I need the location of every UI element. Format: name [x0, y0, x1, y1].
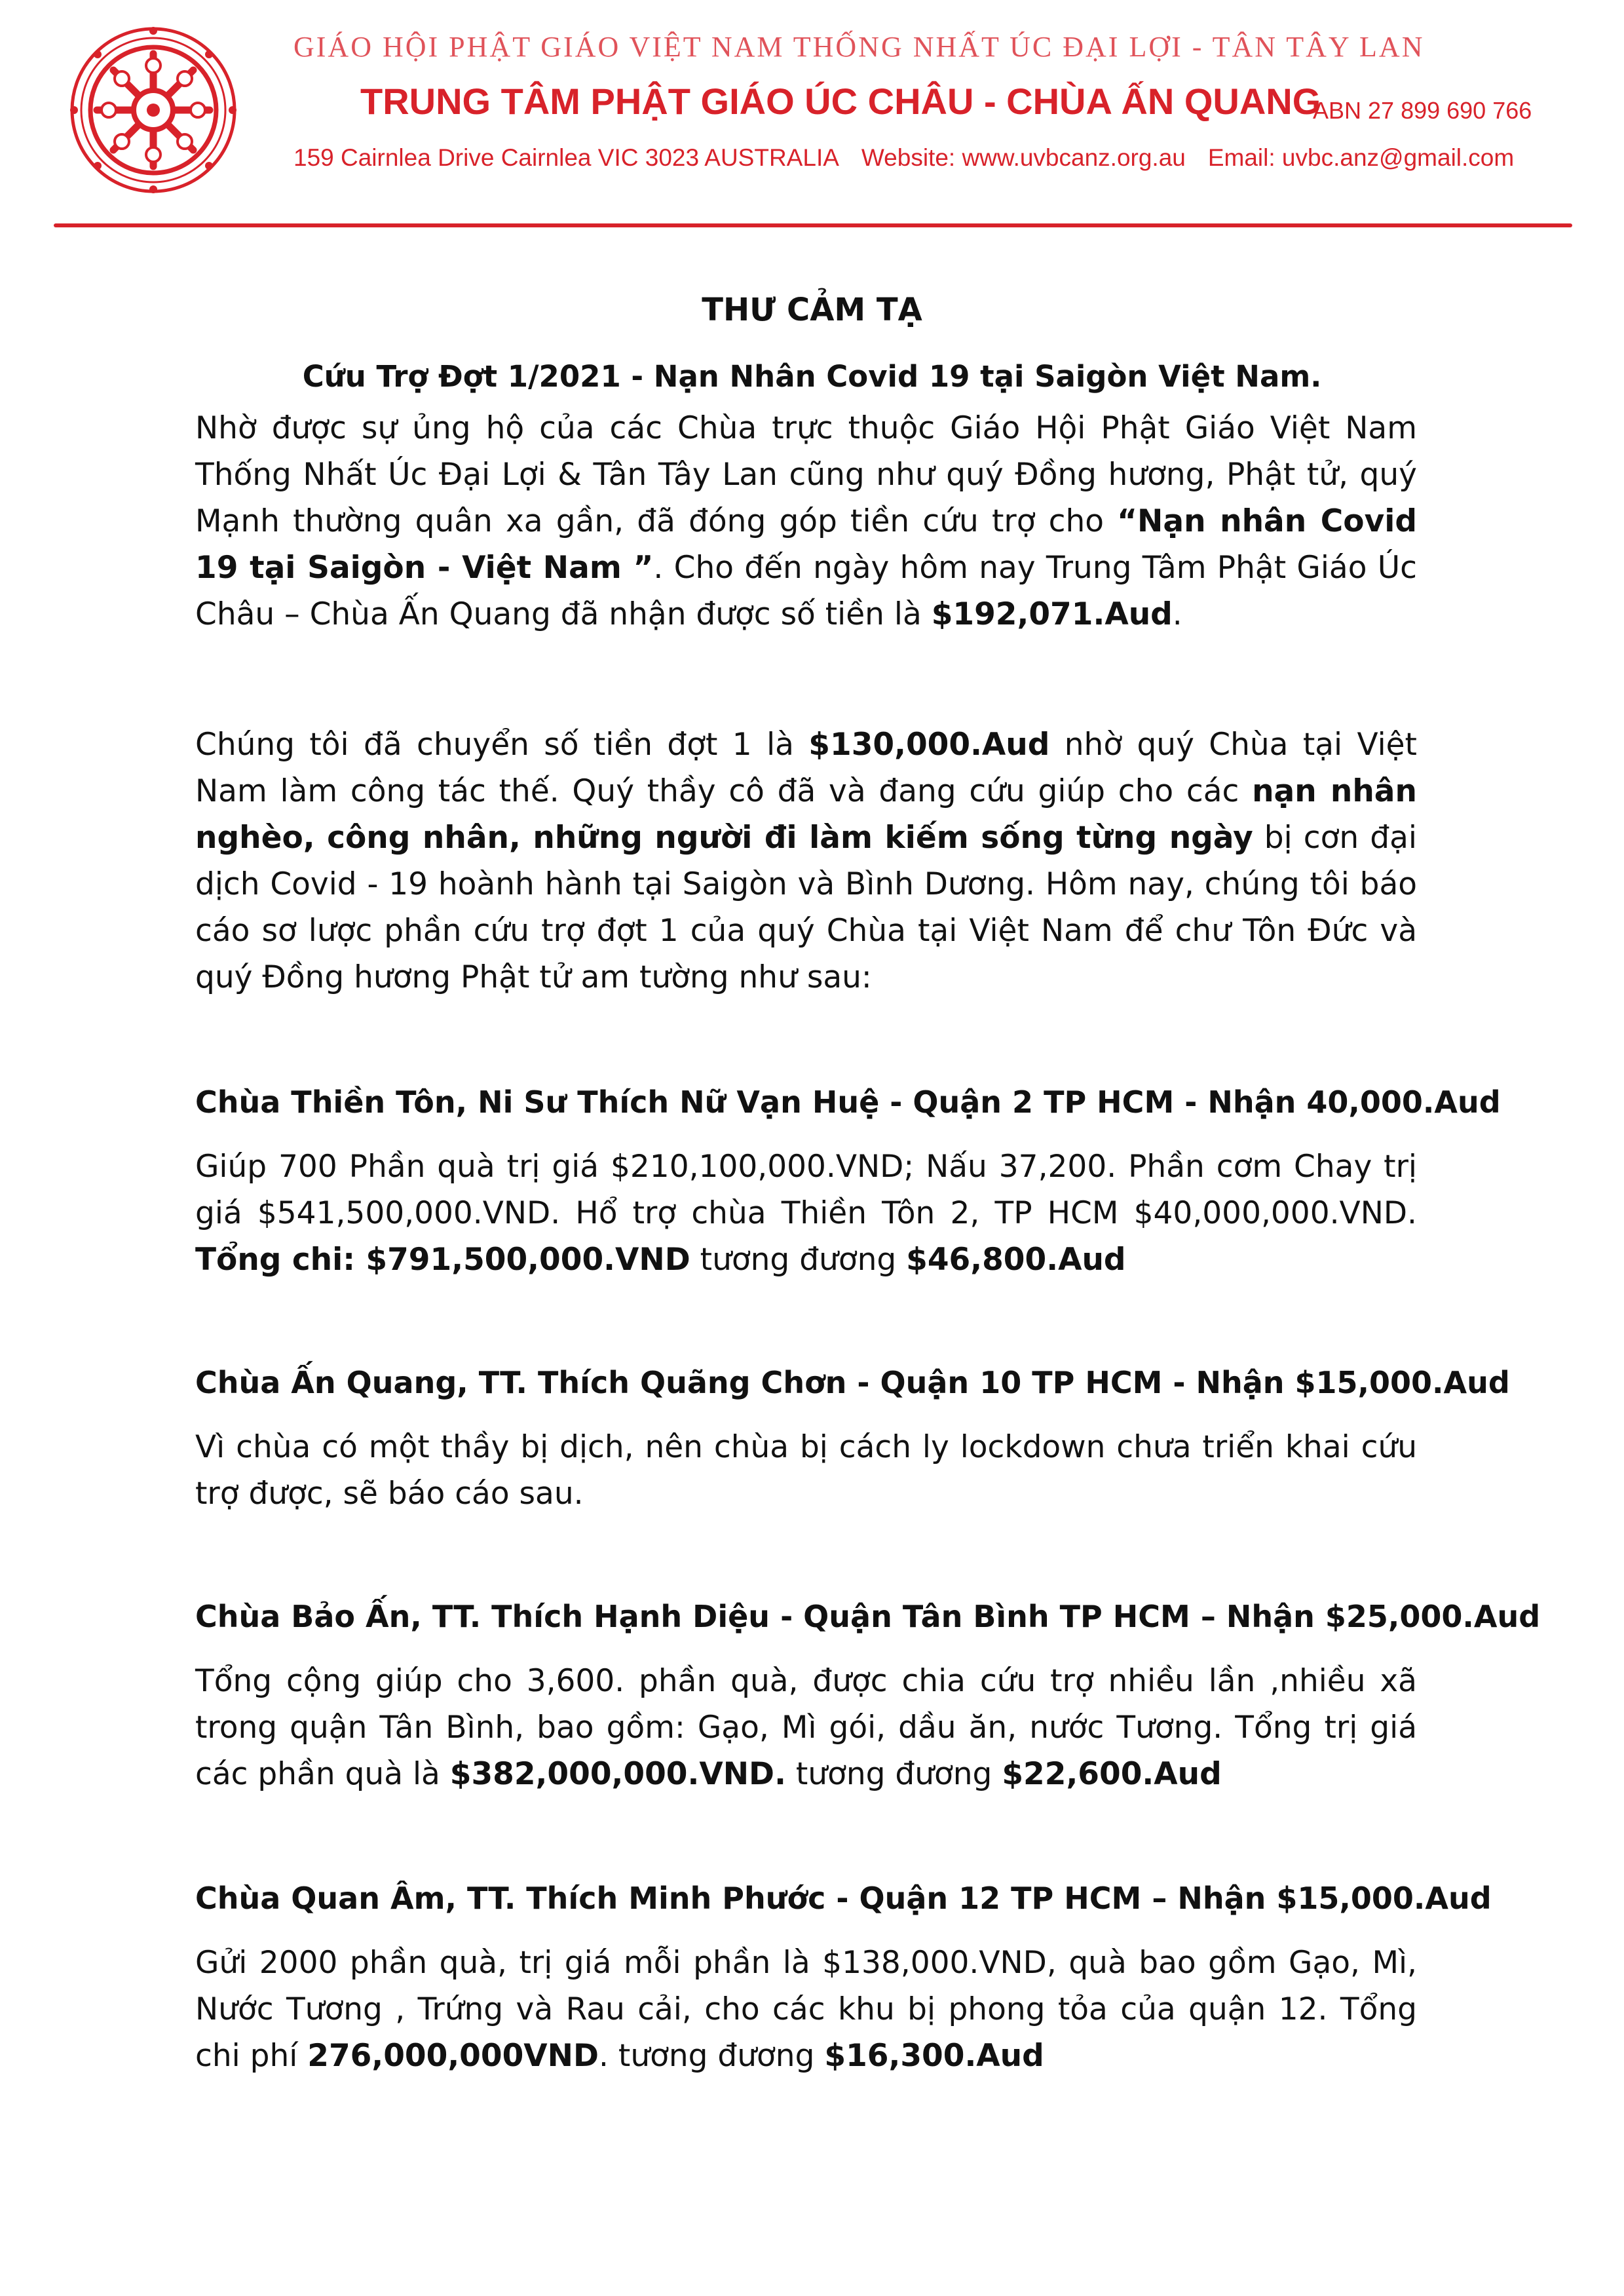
- website-link[interactable]: Website: www.uvbcanz.org.au: [861, 144, 1186, 171]
- header-divider: [54, 223, 1572, 227]
- report-total: Tổng chi: $791,500,000.VND: [195, 1242, 690, 1278]
- report-text: . tương đương: [599, 2038, 825, 2074]
- organization-name: GIÁO HỘI PHẬT GIÁO VIỆT NAM THỐNG NHẤT ÚC ĐẠI LỢI - TÂN TÂY LAN: [293, 31, 1425, 63]
- intro-text: .: [1172, 596, 1182, 632]
- transfer-text: bị cơn đại dịch Covid - 19 hoành hành tại Saigòn và Bình Dương. Hôm nay, chúng tôi báo cáo sơ lược phần cứu trợ đợt 1 của quý Chùa tại Việt Nam để chư Tôn Đức và quý Đồng hương Phật tử am tường như sau:: [195, 820, 1417, 995]
- report-text: Giúp 700 Phần quà trị giá $210,100,000.VND; Nấu 37,200. Phần cơm Chay trị giá $541,500,000.VND. Hổ trợ chùa Thiền Tôn 2, TP HCM $40,000,000.VND.: [195, 1149, 1417, 1231]
- report-aud-equivalent: $16,300.Aud: [824, 2038, 1044, 2074]
- address: 159 Cairnlea Drive Cairnlea VIC 3023 AUSTRALIA: [293, 144, 839, 171]
- intro-emphasis: “Nạn nhân Covid 19 tại Saigòn - Việt Nam ”: [195, 503, 1417, 586]
- temple-report: [195, 1424, 1417, 1517]
- abn-number: ABN 27 899 690 766: [1313, 97, 1532, 124]
- temple-report: [195, 1658, 1417, 1797]
- temple-heading: Chùa Thiền Tôn, Ni Sư Thích Nữ Vạn Huệ - Quận 2 TP HCM - Nhận 40,000.Aud: [195, 1084, 1501, 1120]
- temple-report: [195, 1143, 1417, 1283]
- report-text: Vì chùa có một thầy bị dịch, nên chùa bị cách ly lockdown chưa triển khai cứu trợ được, sẽ báo cáo sau.: [195, 1429, 1417, 1512]
- contact-line: [293, 144, 1514, 172]
- total-received-amount: $192,071.Aud: [931, 596, 1173, 632]
- temple-heading: Chùa Ấn Quang, TT. Thích Quãng Chơn - Quận 10 TP HCM - Nhận $15,000.Aud: [195, 1365, 1510, 1400]
- letter-title: THƯ CẢM TẠ: [702, 292, 922, 328]
- beneficiaries-emphasis: nạn nhân nghèo, công nhân, những người đi làm kiếm sống từng ngày: [195, 773, 1417, 856]
- report-aud-equivalent: $22,600.Aud: [1002, 1756, 1222, 1792]
- report-text: Tổng cộng giúp cho 3,600. phần quà, được chia cứu trợ nhiều lần ,nhiều xã trong quận Tân Bình, bao gồm: Gạo, Mì gói, dầu ăn, nước Tương. Tổng trị giá các phần quà là: [195, 1663, 1417, 1792]
- intro-text: Nhờ được sự ủng hộ của các Chùa trực thuộc Giáo Hội Phật Giáo Việt Nam Thống Nhất Úc Đại Lợi & Tân Tây Lan cũng như quý Đồng hương, Phật tử, quý Mạnh thường quân xa gần, đã đóng góp tiền cứu trợ cho: [195, 410, 1417, 539]
- transfer-text: Chúng tôi đã chuyển số tiền đợt 1 là: [195, 727, 809, 763]
- intro-text: . Cho đến ngày hôm nay Trung Tâm Phật Giáo Úc Châu – Chùa Ấn Quang đã nhận được số tiền là: [195, 550, 1417, 632]
- transfer-paragraph: [195, 721, 1417, 1001]
- transfer-amount: $130,000.Aud: [808, 727, 1050, 763]
- dharma-wheel-logo: [69, 26, 237, 194]
- email-link[interactable]: Email: uvbc.anz@gmail.com: [1207, 144, 1515, 171]
- report-text: tương đương: [785, 1756, 1002, 1792]
- intro-paragraph: [195, 405, 1417, 638]
- report-total: $382,000,000.VND.: [449, 1756, 786, 1792]
- letter-subtitle: Cứu Trợ Đợt 1/2021 - Nạn Nhân Covid 19 tại Saigòn Việt Nam.: [302, 359, 1322, 394]
- report-text: Gửi 2000 phần quà, trị giá mỗi phần là $138,000.VND, quà bao gồm Gạo, Mì, Nước Tương , Trứng và Rau cải, cho các khu bị phong tỏa của quận 12. Tổng chi phí: [195, 1945, 1417, 2074]
- transfer-text: nhờ quý Chùa tại Việt Nam làm công tác thế. Quý thầy cô đã và đang cứu giúp cho các: [195, 727, 1417, 809]
- temple-report: [195, 1940, 1417, 2079]
- report-total: 276,000,000VND: [307, 2038, 599, 2074]
- center-name: TRUNG TÂM PHẬT GIÁO ÚC CHÂU - CHÙA ẤN QUANG: [360, 81, 1321, 122]
- report-aud-equivalent: $46,800.Aud: [906, 1242, 1126, 1278]
- temple-heading: Chùa Quan Âm, TT. Thích Minh Phước - Quận 12 TP HCM – Nhận $15,000.Aud: [195, 1881, 1492, 1916]
- temple-heading: Chùa Bảo Ấn, TT. Thích Hạnh Diệu - Quận Tân Bình TP HCM – Nhận $25,000.Aud: [195, 1599, 1541, 1634]
- report-text: tương đương: [690, 1242, 907, 1278]
